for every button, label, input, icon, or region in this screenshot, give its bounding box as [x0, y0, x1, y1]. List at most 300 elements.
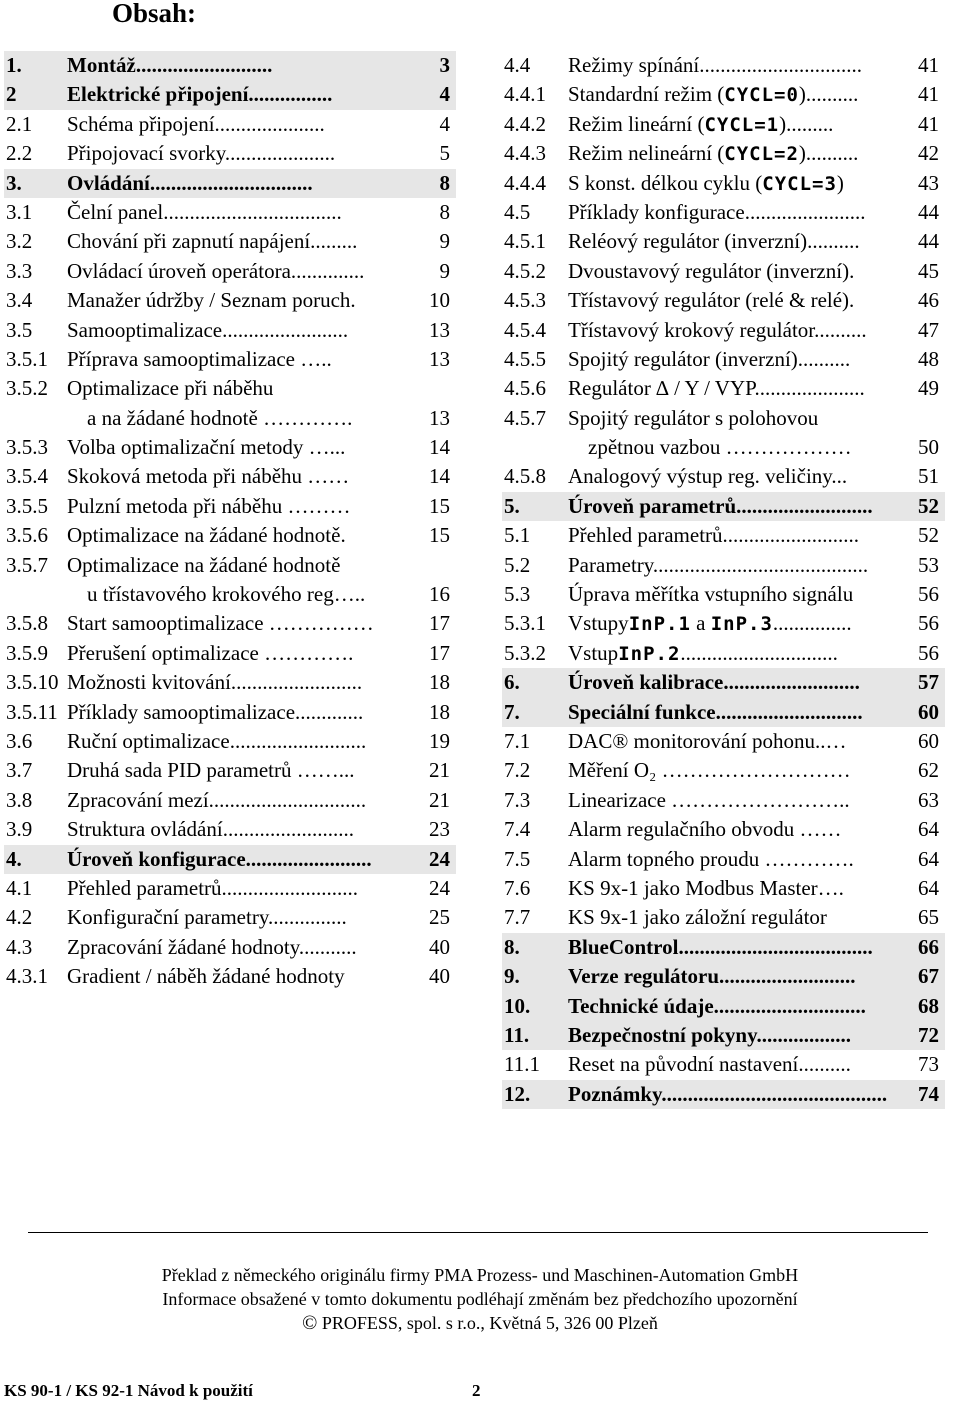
toc-entry-number: 4.: [6, 846, 22, 871]
toc-entry-title: [67, 668, 362, 697]
copyright-icon: ©: [302, 1312, 318, 1334]
toc-entry-number: 3.5.2: [6, 376, 48, 401]
toc-entry-title-suffix: a: [690, 611, 711, 636]
toc-entry-title-text: Parametry.........................................: [568, 552, 869, 577]
toc-entry[interactable]: [4, 110, 456, 139]
toc-entry-title: [67, 639, 353, 668]
toc-entry[interactable]: [4, 492, 456, 521]
toc-entry-title-text: Přehled parametrů..........................: [568, 523, 860, 548]
toc-entry[interactable]: [4, 962, 456, 991]
toc-entry-page: 45: [918, 258, 939, 283]
toc-entry-title: [568, 492, 873, 521]
toc-entry-number: 3.5.3: [6, 435, 48, 460]
toc-entry-title: [568, 374, 865, 403]
toc-entry[interactable]: [4, 169, 456, 198]
toc-entry[interactable]: [4, 462, 456, 491]
toc-entry-title-text: Poznámky...........................................: [568, 1081, 888, 1106]
toc-entry-title: [568, 286, 854, 315]
toc-entry[interactable]: [502, 727, 945, 756]
toc-entry-number: 6.: [504, 670, 520, 695]
toc-entry-title-text: Volba optimalizační metody …...: [67, 435, 346, 460]
toc-entry-page: 10: [429, 288, 450, 313]
toc-entry-title-text: Technické údaje.............................: [568, 993, 866, 1018]
toc-entry-title-text: Ruční optimalizace..........................: [67, 729, 367, 754]
toc-entry-title: [67, 316, 348, 345]
toc-entry-title: [568, 316, 867, 345]
toc-entry-title: [568, 609, 852, 639]
toc-entry[interactable]: [502, 786, 945, 815]
toc-entry-title: [67, 815, 354, 844]
toc-entry-page: 56: [918, 611, 939, 636]
toc-entry[interactable]: [502, 962, 945, 991]
toc-entry-title: [67, 933, 357, 962]
toc-entry-number: 4.1: [6, 875, 33, 900]
toc-entry-number: 10.: [504, 993, 531, 1018]
toc-entry-page: 9: [439, 229, 450, 254]
toc-entry-title: [67, 727, 366, 756]
toc-entry-title: [568, 845, 854, 874]
toc-entry-number: 2.2: [6, 141, 33, 166]
toc-entry-title: [67, 903, 347, 932]
toc-entry-page: 40: [429, 934, 450, 959]
toc-entry-page: 51: [918, 464, 939, 489]
toc-entry-page: 68: [918, 993, 939, 1018]
toc-entry-title: [568, 1050, 851, 1079]
toc-entry[interactable]: [4, 756, 456, 785]
toc-entry-page: 52: [918, 493, 939, 518]
toc-entry-title-text: Příklady konfigurace.......................: [568, 199, 866, 224]
toc-entry[interactable]: [502, 198, 945, 227]
toc-entry[interactable]: [4, 668, 456, 697]
toc-entry-title-suffix: ..............................: [680, 640, 838, 665]
toc-entry[interactable]: [4, 845, 456, 874]
toc-entry-page: 57: [918, 670, 939, 695]
toc-entry-page: 72: [918, 1022, 939, 1047]
toc-entry-number: 3.5.4: [6, 464, 48, 489]
toc-entry[interactable]: [502, 933, 945, 962]
toc-entry-number: 7.2: [504, 758, 531, 783]
toc-entry[interactable]: [4, 80, 456, 109]
toc-entry-title: [67, 786, 366, 815]
toc-entry-title-line2: zpětnou vazbou ………………: [588, 435, 852, 460]
toc-entry-page: 48: [918, 346, 939, 371]
page-footer-bar: [4, 1381, 481, 1401]
toc-entry-page: 66: [918, 934, 939, 959]
toc-entry-title: [568, 668, 860, 697]
toc-entry-page: 52: [918, 523, 939, 548]
toc-entry-title-text: Manažer údržby / Seznam poruch.: [67, 288, 356, 313]
toc-entry-page: 60: [918, 699, 939, 724]
toc-entry-number: 7.6: [504, 875, 531, 900]
footer-translation-note: Překlad z německého originálu firmy PMA Prozess- und Maschinen-Automation GmbH: [161, 1265, 799, 1285]
toc-entry-title-text: Měření O₂ ………………………: [568, 758, 851, 783]
toc-left-column: [4, 51, 456, 992]
toc-entry-title-text: DAC® monitorování pohonu..…: [568, 729, 847, 753]
toc-entry-title-text: Verze regulátoru..........................: [568, 964, 856, 989]
toc-entry-title-text: Skoková metoda při náběhu ……: [67, 464, 350, 489]
toc-entry-number: 11.1: [504, 1052, 540, 1077]
toc-entry-title: [568, 404, 852, 463]
footer-divider: [28, 1232, 928, 1233]
toc-entry[interactable]: [502, 257, 945, 286]
toc-entry-number: 3.5.6: [6, 523, 48, 548]
toc-entry-title-text: Dvoustavový regulátor (inverzní).: [568, 258, 855, 283]
toc-entry-number: 5.2: [504, 552, 531, 577]
toc-entry-title: [67, 521, 346, 550]
toc-entry-number: 4.5: [504, 199, 531, 224]
toc-entry[interactable]: [502, 815, 945, 844]
toc-entry-title-suffix: ): [836, 170, 844, 195]
toc-entry[interactable]: [502, 845, 945, 874]
toc-entry[interactable]: [502, 698, 945, 727]
toc-entry-title-text: KS 9x-1 jako záložní regulátor: [568, 905, 827, 930]
toc-entry-page: 4: [439, 82, 450, 107]
toc-entry-title: [67, 227, 357, 256]
toc-entry-title-text: Struktura ovládání.........................: [67, 817, 354, 842]
toc-entry[interactable]: [502, 668, 945, 697]
toc-entry-page: 41: [918, 53, 939, 77]
toc-entry-number: 4.4: [504, 53, 531, 77]
toc-entry[interactable]: [4, 609, 456, 638]
toc-entry-number: 4.2: [6, 905, 33, 930]
toc-entry-title-text: Montáž..........................: [67, 53, 273, 77]
toc-entry-title-text: Optimalizace na žádané hodnotě: [67, 552, 341, 577]
toc-entry-number: 3.7: [6, 758, 33, 783]
toc-entry[interactable]: [502, 609, 945, 638]
toc-entry-title-suffix: )..........: [798, 82, 859, 107]
toc-entry[interactable]: [502, 286, 945, 315]
seven-segment-code: CYCL=2: [724, 143, 799, 166]
toc-entry-title-text: Samooptimalizace........................: [67, 317, 349, 342]
toc-entry-number: 4.5.4: [504, 317, 546, 342]
toc-entry[interactable]: [4, 316, 456, 345]
toc-entry[interactable]: [502, 169, 945, 198]
toc-entry-number: 12.: [504, 1081, 531, 1106]
toc-entry-title: [67, 51, 272, 80]
toc-entry-number: 5.1: [504, 523, 531, 548]
toc-entry-title-text: Připojovací svorky.....................: [67, 141, 336, 166]
toc-entry-page: 65: [918, 905, 939, 930]
toc-entry-number: 4.3: [6, 934, 33, 959]
toc-entry-page: 13: [429, 317, 450, 342]
toc-entry[interactable]: [502, 874, 945, 903]
toc-entry[interactable]: [502, 51, 945, 80]
toc-entry-title: [568, 903, 827, 932]
toc-entry[interactable]: [4, 639, 456, 668]
toc-entry-title-text: Úroveň kalibrace..........................: [568, 670, 860, 695]
toc-entry-number: 3.5.1: [6, 346, 48, 371]
toc-entry-title: [67, 257, 364, 286]
footer-copyright: [0, 1311, 960, 1335]
toc-entry[interactable]: [502, 462, 945, 491]
toc-entry[interactable]: [502, 756, 945, 785]
toc-entry[interactable]: [502, 345, 945, 374]
toc-entry-title-text: Druhá sada PID parametrů ……...: [67, 758, 355, 783]
toc-entry-title-text: BlueControl.....................................: [568, 934, 873, 959]
toc-entry-title-text: Třístavový krokový regulátor..........: [568, 317, 867, 342]
toc-entry[interactable]: [4, 874, 456, 903]
toc-entry-page: 46: [918, 288, 939, 313]
toc-entry-page: 25: [429, 905, 450, 930]
seven-segment-code: CYCL=3: [762, 172, 837, 195]
toc-entry[interactable]: [4, 903, 456, 932]
toc-entry-title-text: Ovládání...............................: [67, 170, 313, 195]
toc-entry-title-text: Alarm regulačního obvodu ……: [568, 817, 842, 842]
toc-entry-page: 19: [429, 729, 450, 754]
toc-entry[interactable]: [4, 933, 456, 962]
toc-entry[interactable]: [502, 110, 945, 139]
toc-entry-page: 40: [429, 964, 450, 989]
toc-entry-number: 1.: [6, 53, 22, 77]
toc-entry-title-text: KS 9x-1 jako Modbus Master….: [568, 875, 844, 900]
toc-entry[interactable]: [4, 815, 456, 844]
toc-entry-title: [67, 462, 349, 491]
footer-disclaimer: Informace obsažené v tomto dokumentu podléhají změnám bez předchozího upozornění: [162, 1289, 798, 1309]
toc-entry[interactable]: [502, 80, 945, 109]
toc-entry-title: [67, 345, 332, 374]
toc-entry-title: [568, 874, 844, 903]
toc-entry-title-line2: u třístavového krokového reg…..: [87, 582, 366, 607]
toc-entry-number: 4.5.2: [504, 258, 546, 283]
toc-entry-page: 63: [918, 787, 939, 812]
toc-entry-page: 21: [429, 758, 450, 783]
toc-entry-title-text: Úroveň konfigurace........................: [67, 846, 372, 871]
toc-entry[interactable]: [502, 227, 945, 256]
toc-entry-page: 49: [918, 376, 939, 401]
toc-entry-title-text: Zpracování mezí..............................: [67, 787, 367, 812]
toc-entry-title: [568, 639, 838, 669]
toc-entry-title-text: Reset na původní nastavení..........: [568, 1052, 851, 1077]
toc-entry[interactable]: [502, 1050, 945, 1079]
toc-entry-page: 64: [918, 875, 939, 900]
toc-entry-title-text: Pulzní metoda při náběhu ………: [67, 493, 351, 518]
toc-entry-title: [67, 169, 313, 198]
seven-segment-code: InP.1: [628, 613, 691, 636]
toc-entry-title: [67, 551, 365, 610]
toc-entry[interactable]: [4, 374, 456, 433]
toc-entry[interactable]: [502, 639, 945, 668]
toc-entry-number: 3.5: [6, 317, 33, 342]
footer: [0, 1263, 960, 1335]
toc-entry-title: [568, 462, 847, 491]
toc-entry-title: [67, 492, 350, 521]
toc-entry-title-text: Optimalizace na žádané hodnotě.: [67, 523, 346, 548]
toc-entry-number: 5.: [504, 493, 520, 518]
toc-entry-title-text: Čelní panel..................................: [67, 199, 342, 224]
toc-entry-title: [568, 727, 846, 756]
toc-entry-title-text: Přerušení optimalizace ………….: [67, 640, 354, 665]
toc-entry-number: 8.: [504, 934, 520, 959]
toc-entry-page: 17: [429, 640, 450, 665]
toc-entry-title: [568, 227, 860, 256]
toc-entry-title-text: Režim nelineární (: [568, 141, 725, 166]
toc-entry-title-text: Úroveň parametrů..........................: [568, 493, 873, 518]
toc-entry[interactable]: [4, 139, 456, 168]
toc-entry[interactable]: [4, 786, 456, 815]
toc-entry-title: [568, 698, 863, 727]
toc-entry-number: 7.3: [504, 787, 531, 812]
toc-entry[interactable]: [502, 992, 945, 1021]
toc-entry-page: 41: [918, 111, 939, 136]
toc-entry-page: 43: [918, 170, 939, 195]
toc-entry-page: 15: [429, 523, 450, 548]
toc-entry[interactable]: [502, 1021, 945, 1050]
toc-entry-title-text: Ovládací úroveň operátora..............: [67, 258, 365, 283]
toc-entry-title-text: S konst. délkou cyklu (: [568, 170, 763, 195]
toc-entry-title-text: Regulátor ∆ / Y / VYP.....................: [568, 376, 865, 401]
toc-entry-number: 4.5.6: [504, 376, 546, 401]
toc-entry-title: [568, 580, 853, 609]
toc-entry-title: [67, 80, 332, 109]
toc-entry-number: 4.5.5: [504, 346, 546, 371]
toc-entry-title: [568, 756, 851, 785]
footer-publisher: PROFESS, spol. s r.o., Květná 5, 326 00 Plzeň: [321, 1313, 658, 1333]
toc-entry[interactable]: [502, 903, 945, 932]
toc-entry-title: [568, 786, 850, 815]
toc-entry[interactable]: [4, 521, 456, 550]
toc-entry-title-text: Chování při zapnutí napájení.........: [67, 229, 358, 254]
toc-entry-page: 17: [429, 611, 450, 636]
page-title: Obsah:: [112, 0, 197, 28]
toc-entry-page: 14: [429, 435, 450, 460]
toc-entry-page: 74: [918, 1081, 939, 1106]
toc-entry-number: 4.5.7: [504, 405, 546, 430]
toc-entry-title-text: Konfigurační parametry...............: [67, 905, 347, 930]
toc-entry-page: 16: [429, 582, 450, 607]
toc-entry-page: 56: [918, 640, 939, 665]
toc-entry-title-text: Elektrické připojení................: [67, 82, 333, 107]
toc-entry-title: [67, 286, 356, 315]
toc-entry-title-suffix: ...............: [772, 611, 852, 636]
toc-entry-page: 3: [439, 53, 450, 77]
toc-entry-title-text: Linearizace ……………………..: [568, 787, 850, 812]
toc-entry-number: 4.3.1: [6, 964, 48, 989]
toc-entry-number: 7.4: [504, 817, 531, 842]
toc-entry-number: 3.9: [6, 817, 33, 842]
toc-entry-title-text: Vstupy: [568, 611, 629, 636]
toc-entry-title: [568, 110, 833, 140]
toc-entry-number: 5.3: [504, 582, 531, 607]
toc-entry-page: 73: [918, 1052, 939, 1077]
toc-right-column: [502, 51, 945, 1109]
toc-entry-page: 9: [439, 258, 450, 283]
toc-entry[interactable]: [502, 551, 945, 580]
toc-entry-title: [568, 80, 858, 110]
toc-entry[interactable]: [502, 404, 945, 463]
toc-entry-number: 3.1: [6, 199, 33, 224]
seven-segment-code: InP.2: [618, 642, 681, 665]
toc-entry-page: 24: [429, 846, 450, 871]
toc-entry-number: 4.4.3: [504, 141, 546, 166]
seven-segment-code: CYCL=1: [704, 113, 780, 136]
toc-entry[interactable]: [502, 316, 945, 345]
toc-entry-title: [568, 345, 850, 374]
toc-entry-page: 13: [429, 346, 450, 371]
toc-entry-number: 3.4: [6, 288, 33, 313]
toc-entry[interactable]: [502, 139, 945, 168]
toc-entry-title-text: Standardní režim (: [568, 82, 725, 107]
toc-entry-page: 8: [439, 199, 450, 224]
toc-entry-title-line2: a na žádané hodnotě ………….: [87, 405, 353, 430]
toc-entry[interactable]: [502, 1080, 945, 1109]
toc-entry-number: 3.5.9: [6, 640, 48, 665]
toc-entry-number: 3.2: [6, 229, 33, 254]
toc-entry-number: 3.8: [6, 787, 33, 812]
toc-entry-title-text: Bezpečnostní pokyny..................: [568, 1022, 851, 1047]
toc-entry-page: 44: [918, 229, 939, 254]
toc-entry-title: [67, 433, 345, 462]
toc-entry-title: [568, 51, 862, 80]
toc-entry-title-text: Speciální funkce............................: [568, 699, 863, 724]
toc-entry[interactable]: [4, 727, 456, 756]
toc-entry-number: 3.5.8: [6, 611, 48, 636]
toc-entry-title: [67, 139, 335, 168]
toc-entry-title-text: Režim lineární (: [568, 111, 705, 136]
toc-entry-number: 4.5.3: [504, 288, 546, 313]
toc-entry[interactable]: [4, 345, 456, 374]
toc-entry-page: 5: [439, 141, 450, 166]
toc-entry[interactable]: [4, 433, 456, 462]
toc-entry-title-text: Příprava samooptimalizace …..: [67, 346, 332, 371]
toc-entry-page: 21: [429, 787, 450, 812]
toc-entry[interactable]: [4, 227, 456, 256]
toc-entry-title-text: Vstup: [568, 640, 619, 665]
toc-entry-page: 23: [429, 817, 450, 842]
toc-entry-page: 67: [918, 964, 939, 989]
toc-entry-title: [67, 609, 374, 638]
toc-entry-title: [67, 198, 342, 227]
toc-entry-title: [568, 962, 856, 991]
toc-entry-title: [568, 139, 858, 169]
toc-entry[interactable]: [502, 374, 945, 403]
toc-entry-page: 64: [918, 817, 939, 842]
toc-entry-number: 3.5.11: [6, 699, 58, 724]
toc-entry-title: [67, 110, 325, 139]
toc-entry[interactable]: [502, 492, 945, 521]
toc-entry-title-text: Gradient / náběh žádané hodnoty: [67, 964, 345, 989]
toc-entry-title: [568, 933, 873, 962]
toc-entry-title: [568, 1080, 887, 1109]
toc-entry-page: 47: [918, 317, 939, 342]
toc-entry-number: 4.4.2: [504, 111, 546, 136]
toc-entry-page: 62: [918, 758, 939, 783]
toc-entry-number: 3.5.5: [6, 493, 48, 518]
page-number: 2: [472, 1381, 481, 1400]
toc-entry-page: 18: [429, 699, 450, 724]
toc-entry-title-text: Možnosti kvitování.........................: [67, 670, 363, 695]
toc-entry-page: 8: [439, 170, 450, 195]
toc-entry-title-text: Optimalizace při náběhu: [67, 376, 274, 401]
toc-entry[interactable]: [502, 580, 945, 609]
toc-entry-number: 4.5.8: [504, 464, 546, 489]
toc-entry[interactable]: [4, 198, 456, 227]
toc-entry-title-suffix: )..........: [798, 141, 859, 166]
toc-entry-title-text: Příklady samooptimalizace.............: [67, 699, 364, 724]
toc-entry[interactable]: [502, 521, 945, 550]
toc-entry[interactable]: [4, 551, 456, 610]
toc-entry-number: 2.1: [6, 111, 33, 136]
toc-entry-number: 7.: [504, 699, 520, 724]
toc-entry-title-suffix: ).........: [779, 111, 834, 136]
toc-entry-number: 9.: [504, 964, 520, 989]
toc-entry[interactable]: [4, 51, 456, 80]
toc-entry[interactable]: [4, 286, 456, 315]
toc-entry-title-text: Třístavový regulátor (relé & relé).: [568, 288, 855, 313]
toc-entry[interactable]: [4, 698, 456, 727]
toc-entry-title-text: Spojitý regulátor (inverzní)..........: [568, 346, 851, 371]
toc-entry-number: 5.3.2: [504, 640, 546, 665]
toc-entry[interactable]: [4, 257, 456, 286]
